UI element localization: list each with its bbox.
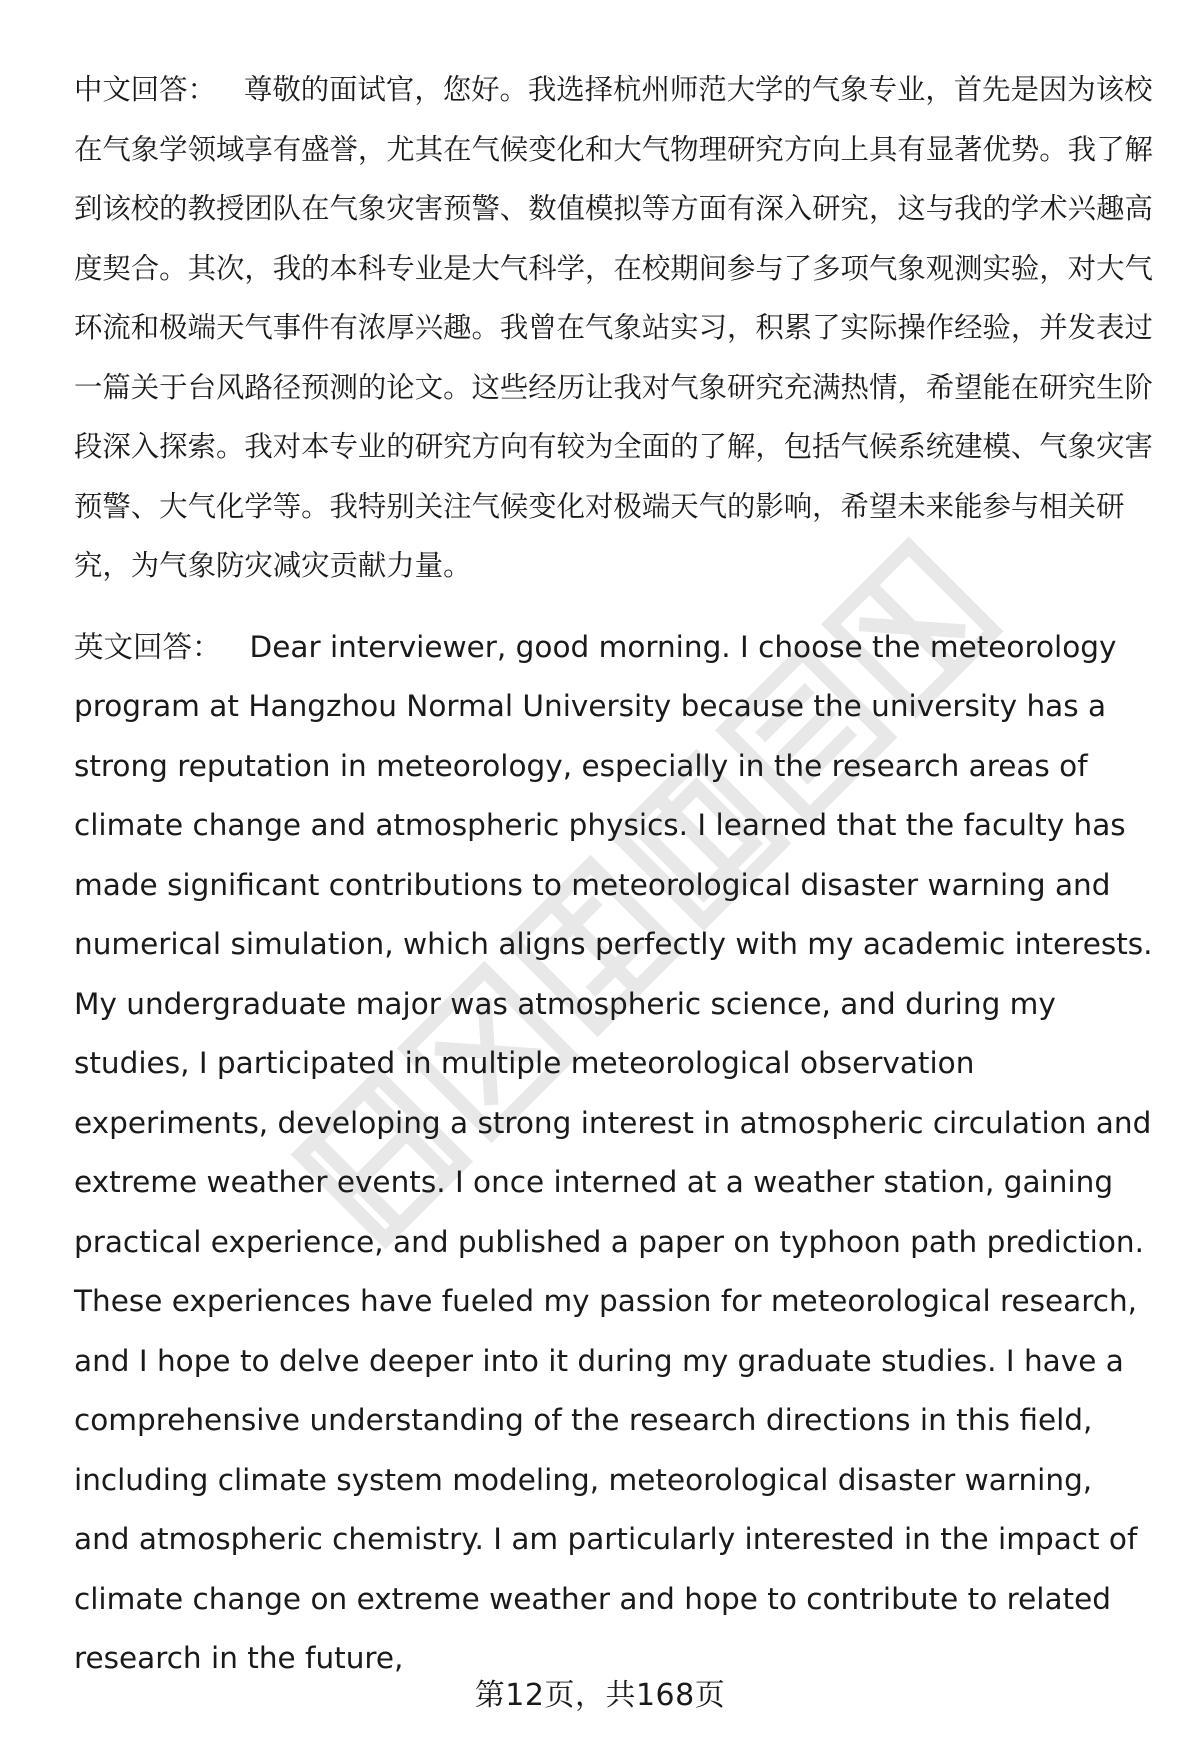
page-number-footer: 第12页，共168页 [474,1678,726,1713]
chinese-answer-text: 尊敬的面试官，您好。我选择杭州师范大学的气象专业，首先是因为该校在气象学领域享有盛誉，尤其在气候变化和大气物理研究方向上具有显著优势。我了解到该校的教授团队在气象灾害预警、数值模拟等方面有深入研究，这与我的学术兴趣高度契合。其次，我的本科专业是大气科学，在校期间参与了多项气象观测实验，对大气环流和极端天气事件有浓厚兴趣。我曾在气象站实习，积累了实际操作经验，并发表过一篇关于台风路径预测的论文。这些经历让我对气象研究充满热情，希望能在研究生阶段深入探索。我对本专业的研究方向有较为全面的了解，包括气候系统建模、气象灾害预警、大气化学等。我特别关注气候变化对极端天气的影响，希望未来能参与相关研究，为气象防灾减灾贡献力量。 [74,73,1153,582]
chinese-answer-paragraph [74,60,1154,596]
english-answer-text: Dear interviewer, good morning. I choose the meteorology program at Hangzhou Normal University because the university has a strong reputation in meteorology, especially in the research areas of climate change and atmospheric physics. I learned that the faculty has made significant contributions to meteorological disaster warning and numerical simulation, which aligns perfectly with my academic interests. My undergraduate major was atmospheric science, and during my studies, I participated in multiple meteorological observation experiments, developing a strong interest in atmospheric circulation and extreme weather events. I once interned at a weather station, gaining practical experience, and published a paper on typhoon path prediction. These experiences have fueled my passion for meteorological research, and I hope to delve deeper into it during my graduate studies. I have a comprehensive understanding of the research directions in this field, including climate system modeling, meteorological disaster warning, and atmospheric chemistry. I am particularly interested in the impact of climate change on extreme weather and hope to contribute to related research in the future, [74,629,1153,1675]
document-page [74,60,1154,1689]
english-answer-paragraph [74,618,1154,1689]
english-answer-label: 英文回答： [74,629,222,664]
chinese-answer-label: 中文回答： [74,73,216,106]
